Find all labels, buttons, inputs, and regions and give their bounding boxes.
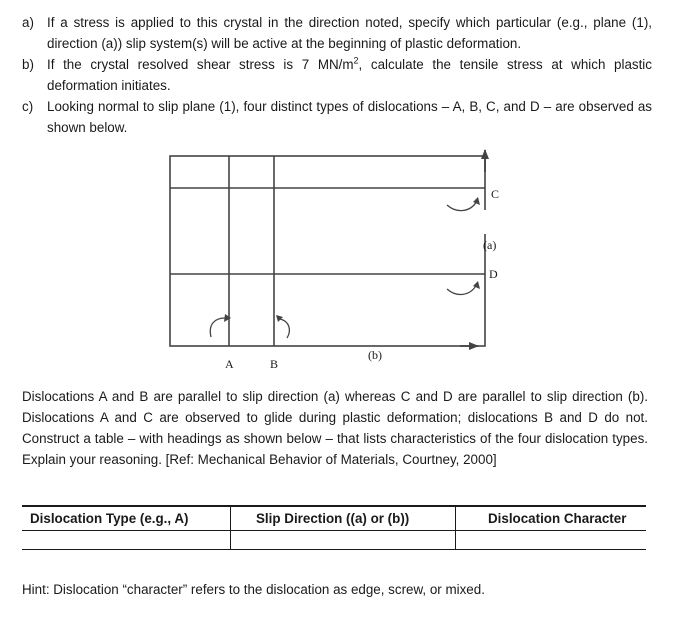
crystal-outline [170,156,485,346]
table-cell [231,531,456,550]
label-a: A [225,357,234,371]
hint-text: Hint: Dislocation “character” refers to the dislocation as edge, screw, or mixed. [22,582,485,597]
table-cell [22,531,231,550]
header-slip-direction: Slip Direction ((a) or (b)) [231,506,456,531]
question-b-text: If the crystal resolved shear stress is 7 $MN/m^2$, calculate the tensile stress at which plastic deformation initiates. [47,55,652,93]
label-c: C [491,187,500,201]
label-d: D [489,267,498,281]
table-cell [456,531,647,550]
question-c-text: Looking normal to slip plane (1), four distinct types of dislocations – A, B, C, and D – are observed as shown below. [47,99,652,135]
superscript-2: 2 [353,55,359,66]
question-b [22,54,652,96]
table-row [22,531,646,550]
slip-direction-a-label: (a) [483,238,497,252]
header-dislocation-character: Dislocation Character [456,506,647,531]
dislocation-figure [150,146,510,376]
label-b: B [270,357,279,371]
question-a-text: If a stress is applied to this crystal in the direction noted, specify which particular (e.g., plane (1), direction (a)) slip system(s) will be active at the beginning of plastic deformation. [47,15,652,51]
question-c-label: c) [22,99,34,114]
question-a [22,12,652,54]
dislocation-a-symbol [210,318,225,337]
table-header-row [22,506,646,531]
dislocation-table [22,505,646,550]
instruction-paragraph: Dislocations A and B are parallel to slip direction (a) whereas C and D are parallel to slip direction (b). Dislocations A and C are observed to glide during plastic deformation; dislocations B and D do not. Construct a table – with headings as shown below – that lists characteristics of the four dislocation types. Explain your reasoning. [Ref: Mechanical Behavior of Materials, Courtney, 2000] [22,389,648,467]
dislocation-d-symbol [447,284,477,294]
question-c [22,96,652,138]
dislocation-b-symbol [280,319,289,338]
header-dislocation-type: Dislocation Type (e.g., A) [22,506,231,531]
question-a-label: a) [22,15,34,30]
dislocation-c-symbol [447,201,477,211]
question-b-label: b) [22,57,34,72]
slip-direction-b-label: (b) [368,348,382,362]
